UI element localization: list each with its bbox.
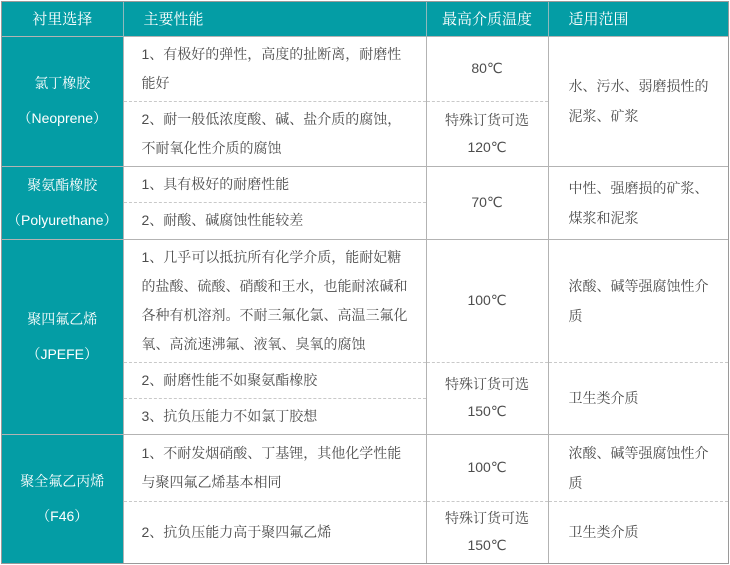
- performance-cell: 1、具有极好的耐磨性能: [123, 166, 426, 203]
- material-subname: （Polyurethane）: [6, 211, 118, 228]
- material-cell-neoprene: [2, 36, 123, 166]
- material-cell-f46: [2, 434, 123, 563]
- table-row: [2, 239, 728, 362]
- temp-cell: [426, 36, 548, 101]
- performance-cell: 2、耐酸、碱腐蚀性能较差: [123, 203, 426, 240]
- material-cell-polyurethane: [2, 166, 123, 239]
- material-name: 聚全氟乙丙烯: [20, 472, 105, 489]
- temp-value: 150℃: [467, 403, 507, 419]
- temp-value: 100℃: [467, 459, 507, 475]
- temp-cell: [426, 362, 548, 434]
- performance-cell: 2、耐磨性能不如聚氨酯橡胶: [123, 362, 426, 398]
- temp-note: 特殊订货可选: [445, 111, 529, 128]
- header-cell-performance: 主要性能: [123, 2, 426, 36]
- table-header-row: [2, 2, 728, 36]
- performance-cell: 2、抗负压能力高于聚四氟乙烯: [123, 501, 426, 563]
- material-name: 聚四氟乙烯: [27, 310, 98, 327]
- temp-note: 特殊订货可选: [445, 376, 529, 392]
- temp-value: 150℃: [467, 537, 507, 554]
- range-cell: 卫生类介质: [548, 501, 728, 563]
- lining-selection-table: [2, 2, 728, 563]
- material-subname: （JPEFE）: [26, 345, 99, 362]
- temp-value: 120℃: [467, 138, 507, 155]
- temp-value: 70℃: [471, 194, 503, 210]
- material-name: 聚氨酯橡胶: [27, 176, 98, 193]
- temp-note: 特殊订货可选: [445, 510, 529, 527]
- performance-cell: 3、抗负压能力不如氯丁胶想: [123, 398, 426, 434]
- performance-cell: 1、不耐发烟硝酸、丁基锂，其他化学性能与聚四氟乙烯基本相同: [123, 434, 426, 501]
- temp-cell: [426, 101, 548, 166]
- temp-value: 80℃: [471, 60, 503, 76]
- temp-cell: [426, 239, 548, 362]
- header-cell-lining: 衬里选择: [2, 2, 123, 36]
- range-cell: 浓酸、碱等强腐蚀性介质: [548, 434, 728, 501]
- range-cell: 卫生类介质: [548, 362, 728, 434]
- temp-cell: [426, 501, 548, 563]
- temp-cell: [426, 166, 548, 239]
- temp-cell: [426, 434, 548, 501]
- table-row: [2, 166, 728, 203]
- header-cell-range: 适用范围: [548, 2, 728, 36]
- performance-cell: 1、有极好的弹性，高度的扯断离，耐磨性能好: [123, 36, 426, 101]
- temp-value: 100℃: [467, 292, 507, 308]
- range-cell: 中性、强磨损的矿浆、煤浆和泥浆: [548, 166, 728, 239]
- table-row: [2, 36, 728, 101]
- lining-table-wrapper: [1, 1, 729, 564]
- performance-cell: 2、耐一般低浓度酸、碱、盐介质的腐蚀，不耐氧化性介质的腐蚀: [123, 101, 426, 166]
- range-cell: 浓酸、碱等强腐蚀性介质: [548, 239, 728, 362]
- performance-cell: 1、几乎可以抵抗所有化学介质，能耐妃糖的盐酸、硫酸、硝酸和王水，也能耐浓碱和各种有机溶剂。不耐三氟化氯、高温三氟化氧、高流速沸氟、液氧、臭氧的腐蚀: [123, 239, 426, 362]
- range-cell: 水、污水、弱磨损性的泥浆、矿浆: [548, 36, 728, 166]
- material-subname: （F46）: [36, 507, 89, 524]
- table-row: [2, 434, 728, 501]
- header-cell-max-temp: 最高介质温度: [426, 2, 548, 36]
- material-subname: （Neoprene）: [17, 110, 107, 126]
- material-name: 氯丁橡胶: [34, 75, 91, 91]
- material-cell-jpefe: [2, 239, 123, 434]
